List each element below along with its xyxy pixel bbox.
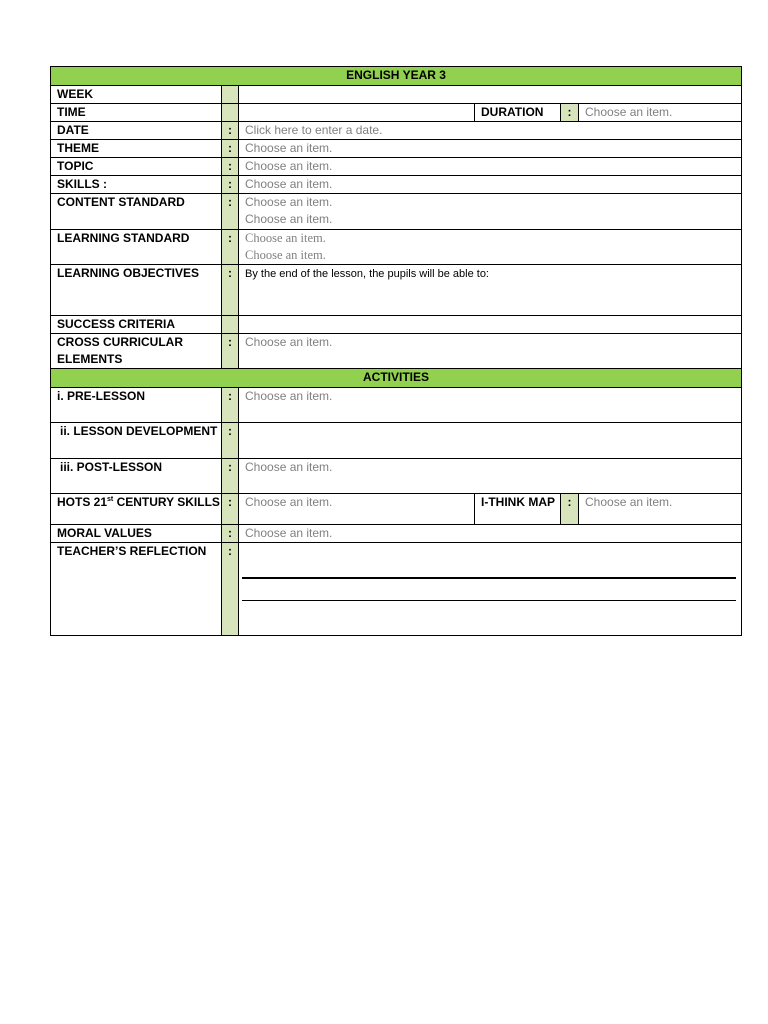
learning-objectives-text: By the end of the lesson, the pupils will be able to: [245, 268, 489, 280]
topic-field[interactable] [239, 158, 742, 176]
pre-lesson-label: i. PRE-LESSON [51, 388, 222, 423]
hots-label [51, 494, 222, 525]
pre-lesson-colon: : [222, 388, 239, 423]
duration-placeholder: Choose an item. [585, 105, 673, 119]
ithink-label: I-THINK MAP [475, 494, 561, 525]
theme-label: THEME [51, 140, 222, 158]
skills-field[interactable] [239, 176, 742, 194]
learning-objectives-field[interactable] [239, 265, 742, 316]
learning-objectives-colon: : [222, 265, 239, 316]
moral-values-colon: : [222, 525, 239, 543]
activities-band: ACTIVITIES [51, 369, 742, 388]
topic-label: TOPIC [51, 158, 222, 176]
content-standard-placeholder-2[interactable]: Choose an item. [245, 212, 333, 226]
learning-standard-placeholder-2[interactable]: Choose an item. [245, 248, 326, 262]
content-standard-placeholder-1[interactable]: Choose an item. [245, 195, 333, 209]
date-field[interactable] [239, 122, 742, 140]
cross-curricular-placeholder: Choose an item. [245, 335, 333, 349]
skills-label: SKILLS : [51, 176, 222, 194]
hots-label-pre: HOTS 21 [57, 495, 108, 509]
cross-curricular-field[interactable] [239, 334, 742, 369]
hots-label-post: CENTURY SKILLS [113, 495, 220, 509]
lesson-plan-table [50, 66, 742, 636]
date-placeholder: Click here to enter a date. [245, 123, 383, 137]
learning-standard-colon: : [222, 230, 239, 265]
time-label: TIME [51, 104, 222, 122]
learning-standard-label: LEARNING STANDARD [51, 230, 222, 265]
skills-placeholder: Choose an item. [245, 177, 333, 191]
duration-field[interactable] [579, 104, 742, 122]
content-standard-field[interactable] [239, 194, 742, 230]
week-value[interactable] [239, 86, 742, 104]
hots-colon: : [222, 494, 239, 525]
time-value[interactable] [239, 104, 475, 122]
date-label: DATE [51, 122, 222, 140]
duration-label: DURATION [475, 104, 561, 122]
theme-field[interactable] [239, 140, 742, 158]
learning-objectives-label: LEARNING OBJECTIVES [51, 265, 222, 316]
skills-colon: : [222, 176, 239, 194]
post-lesson-field[interactable] [239, 459, 742, 494]
theme-colon: : [222, 140, 239, 158]
ithink-placeholder: Choose an item. [585, 495, 673, 509]
week-colon-cell [222, 86, 239, 104]
reflection-line-2 [242, 600, 736, 601]
cross-curricular-colon: : [222, 334, 239, 369]
title-band: ENGLISH YEAR 3 [51, 67, 742, 86]
post-lesson-label: iii. POST-LESSON [51, 459, 222, 494]
topic-placeholder: Choose an item. [245, 159, 333, 173]
reflection-field[interactable] [239, 543, 742, 636]
reflection-label: TEACHER’S REFLECTION [51, 543, 222, 636]
post-lesson-placeholder: Choose an item. [245, 460, 333, 474]
lesson-development-colon: : [222, 423, 239, 459]
hots-placeholder: Choose an item. [245, 495, 333, 509]
lesson-development-field[interactable] [239, 423, 742, 459]
moral-values-label: MORAL VALUES [51, 525, 222, 543]
ithink-colon: : [561, 494, 579, 525]
pre-lesson-field[interactable] [239, 388, 742, 423]
success-criteria-field[interactable] [239, 316, 742, 334]
time-colon-cell [222, 104, 239, 122]
pre-lesson-placeholder: Choose an item. [245, 389, 333, 403]
hots-field[interactable] [239, 494, 475, 525]
date-colon: : [222, 122, 239, 140]
reflection-colon: : [222, 543, 239, 636]
hots-label-sup: st [107, 496, 114, 503]
cross-curricular-label: CROSS CURRICULAR ELEMENTS [51, 334, 222, 369]
learning-standard-field[interactable] [239, 230, 742, 265]
theme-placeholder: Choose an item. [245, 141, 333, 155]
week-label: WEEK [51, 86, 222, 104]
post-lesson-colon: : [222, 459, 239, 494]
content-standard-colon: : [222, 194, 239, 230]
duration-colon: : [561, 104, 579, 122]
lesson-development-label: ii. LESSON DEVELOPMENT [51, 423, 222, 459]
topic-colon: : [222, 158, 239, 176]
success-criteria-label: SUCCESS CRITERIA [51, 316, 222, 334]
success-criteria-colon-cell [222, 316, 239, 334]
moral-values-placeholder: Choose an item. [245, 526, 333, 540]
content-standard-label: CONTENT STANDARD [51, 194, 222, 230]
learning-standard-placeholder-1[interactable]: Choose an item. [245, 231, 326, 245]
moral-values-field[interactable] [239, 525, 742, 543]
ithink-field[interactable] [579, 494, 742, 525]
